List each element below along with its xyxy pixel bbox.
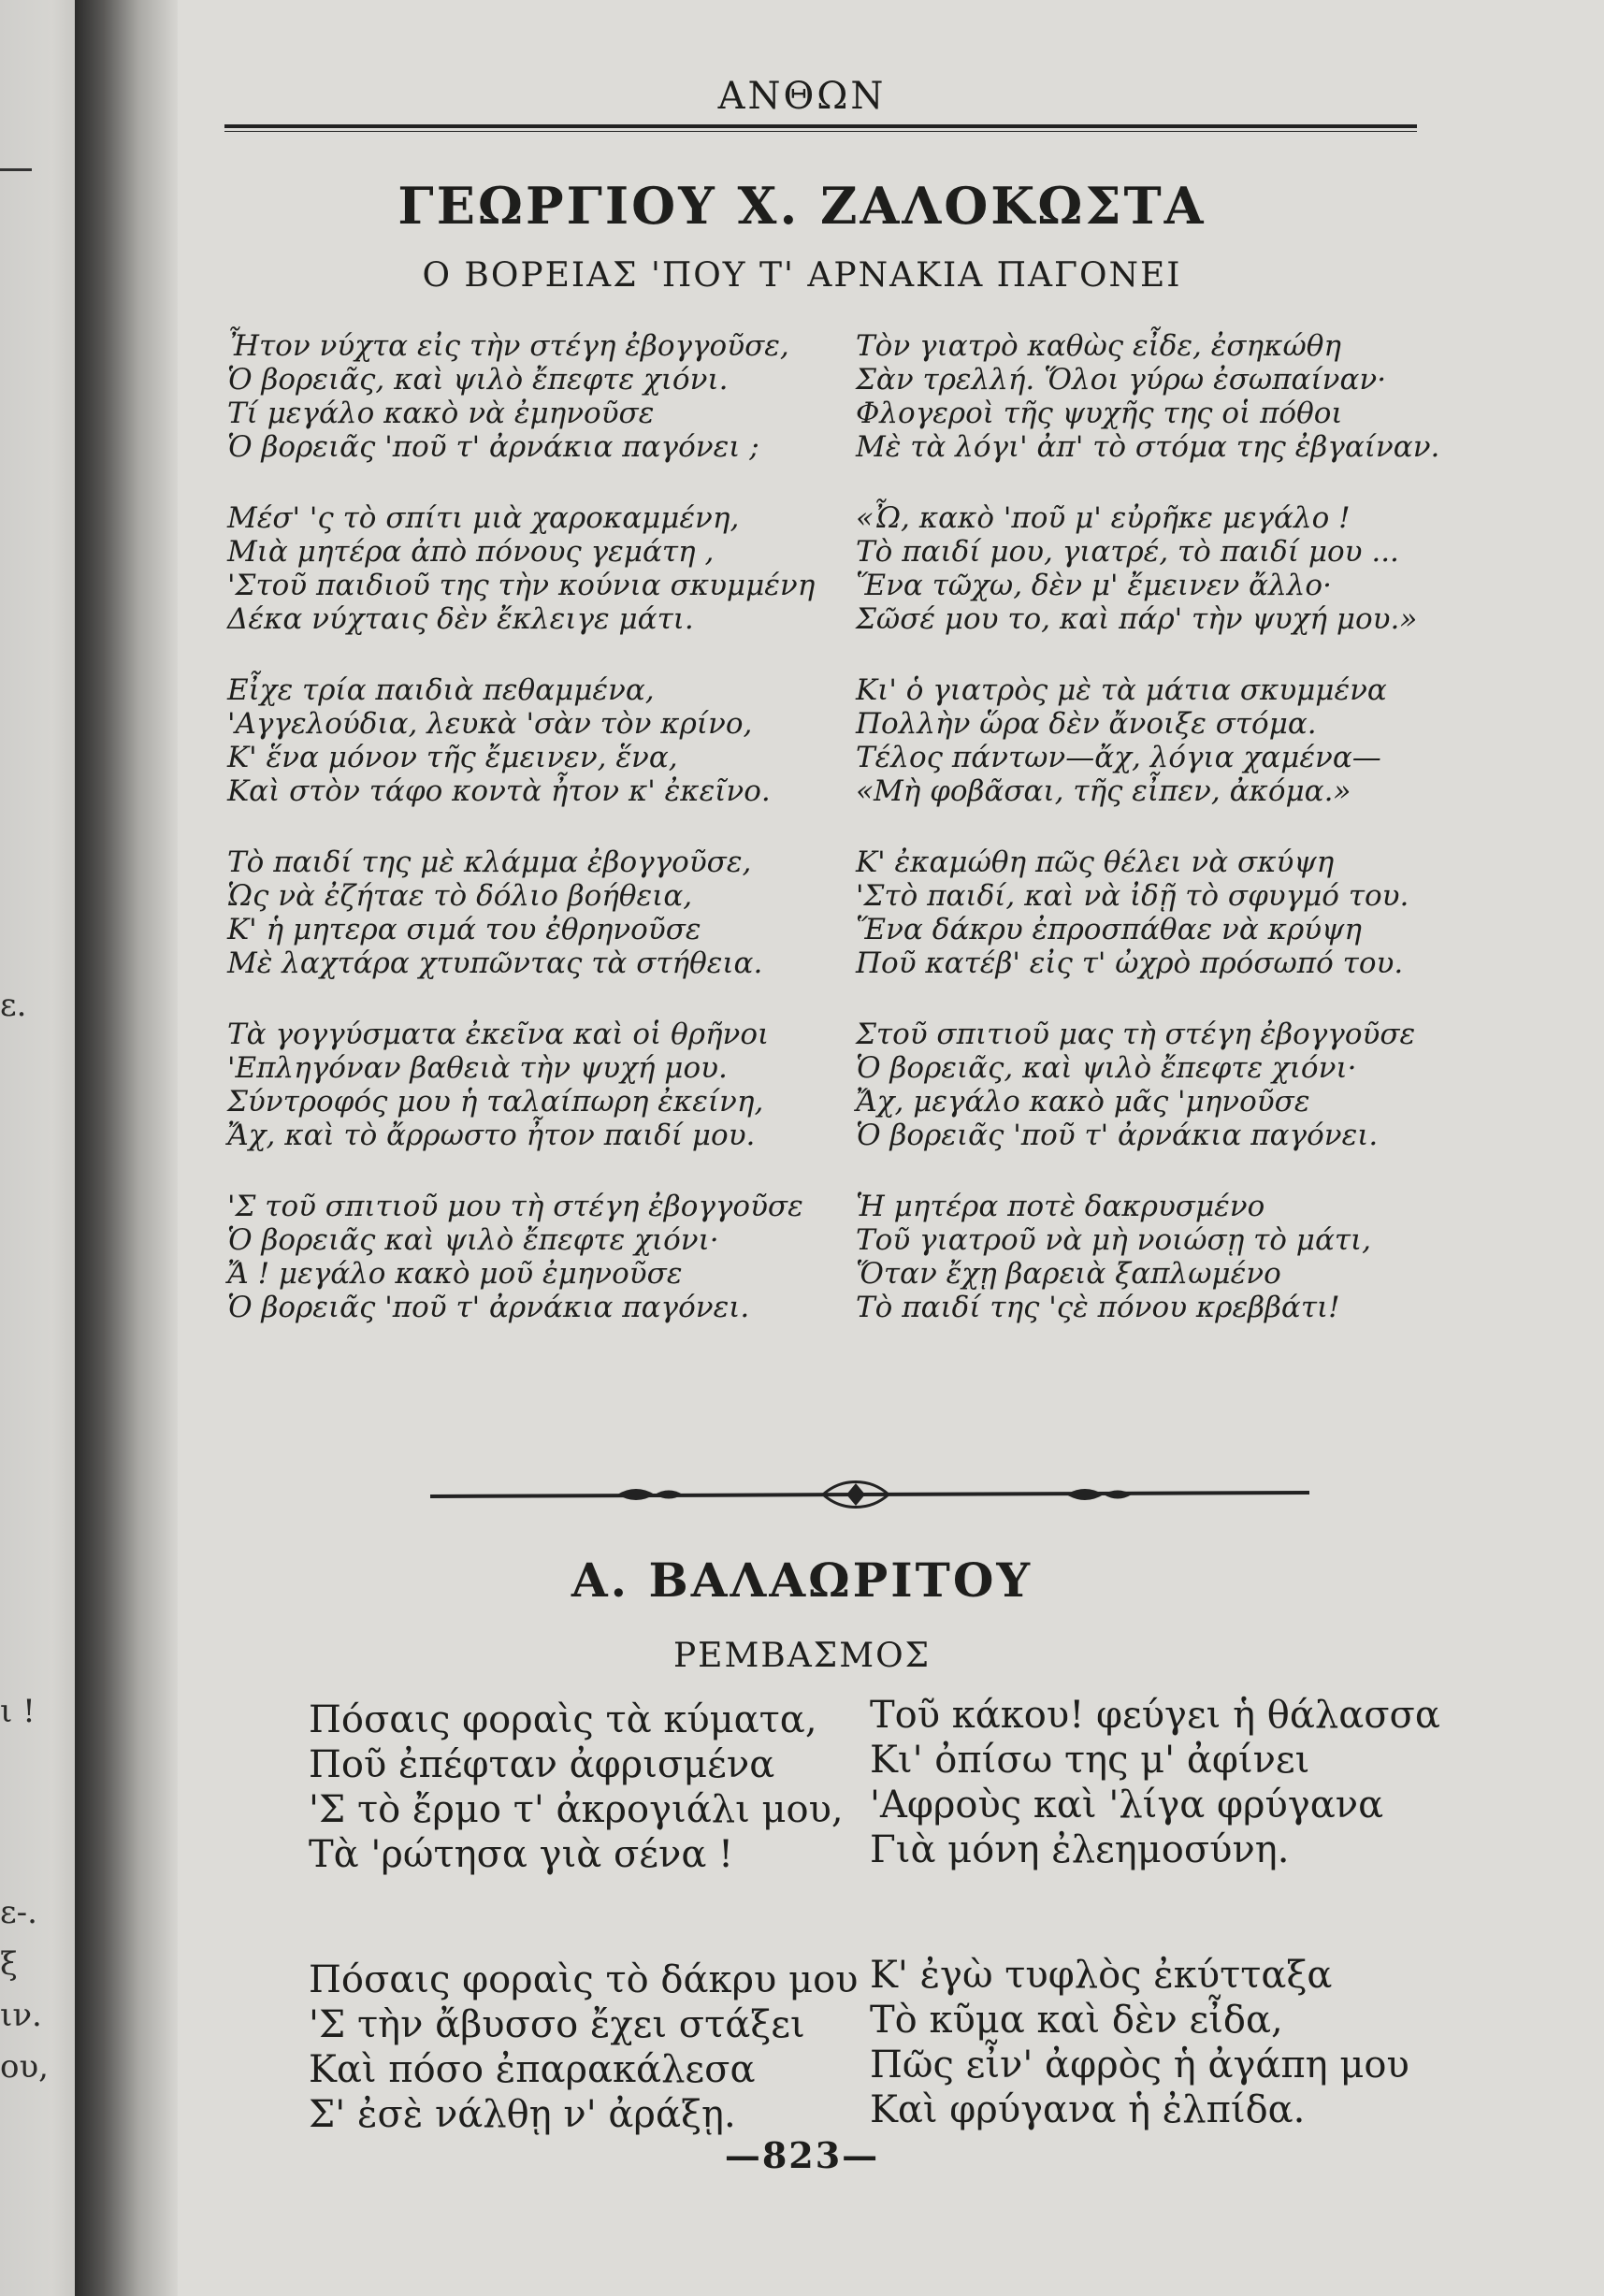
verse-line: Ὁ βορειᾶς 'ποῦ τ' ἀρνάκια παγόνει.: [856, 1119, 1379, 1152]
stanza: [856, 845, 1439, 1018]
verse-line: Ὁ βορειᾶς 'ποῦ τ' ἀρνάκια παγόνει ;: [227, 430, 759, 464]
stanza: [309, 1697, 858, 1957]
verse-line: Ἄχ, καὶ τὸ ἄρρωστο ἦτον παιδί μου.: [227, 1119, 756, 1152]
verse-line: Τὸ παιδί της μὲ κλάμμα ἐβογγοῦσε,: [227, 845, 752, 879]
verse-line: Ἄχ, μεγάλο κακὸ μᾶς 'μηνοῦσε: [856, 1085, 1310, 1119]
stanza: [870, 1693, 1440, 1953]
section-author: ΓΕΩΡΓΙΟΥ Χ. ΖΑΛΟΚΩΣΤΑ: [397, 176, 1207, 236]
verse-line: 'Στοῦ παιδιοῦ της τὴν κούνια σκυμμένη: [227, 569, 816, 602]
page-number: —823—: [724, 2134, 880, 2176]
section-author: Α. ΒΑΛΑΩΡΙΤΟΥ: [571, 1552, 1033, 1608]
stanza: [227, 329, 815, 501]
verse-line: Κ' ἡ μητερα σιμά του ἐθρηνοῦσε: [227, 913, 701, 946]
verse-line: 'Αγγελούδια, λευκὰ 'σὰν τὸν κρίνο,: [227, 707, 753, 741]
verse-line: Τὰ 'ρώτησα γιὰ σένα !: [309, 1833, 734, 1876]
verse-line: Πολλὴν ὥρα δὲν ἄνοιξε στόμα.: [856, 707, 1317, 741]
verse-line: Τὸ παιδί μου, γιατρέ, τὸ παιδί μου ...: [856, 535, 1399, 569]
previous-page-fragment: ε.: [0, 987, 27, 1024]
stanza: [227, 673, 815, 845]
verse-line: Ὅταν ἔχῃ βαρειὰ ξαπλωμένο: [856, 1257, 1281, 1291]
verse-line: Κ' ἐκαμώθη πῶς θέλει νὰ σκύψη: [856, 845, 1335, 879]
stanza: [309, 1957, 858, 2217]
previous-page-fragment: ιν.: [0, 1997, 42, 2034]
poem-title: Ο ΒΟΡΕΙΑΣ 'ΠΟΥ Τ' ΑΡΝΑΚΙΑ ΠΑΓΟΝΕΙ: [422, 256, 1182, 295]
ornamental-divider: [430, 1476, 1309, 1513]
verse-line: Ἦτον νύχτα εἰς τὴν στέγη ἐβογγοῦσε,: [227, 329, 789, 363]
verse-line: Τέλος πάντων—ἄχ, λόγια χαμένα—: [856, 741, 1381, 774]
verse-line: Ὁ βορειᾶς, καὶ ψιλὸ ἔπεφτε χιόνι.: [227, 363, 729, 397]
verse-line: Ἡ μητέρα ποτὲ δακρυσμένο: [856, 1190, 1265, 1223]
verse-line: Τί μεγάλο κακὸ νὰ ἐμηνοῦσε: [227, 397, 655, 430]
verse-line: Ὁ βορειᾶς καὶ ψιλὸ ἔπεφτε χιόνι·: [227, 1223, 719, 1257]
verse-line: Εἶχε τρία παιδιὰ πεθαμμένα,: [227, 673, 655, 707]
verse-line: Στοῦ σπιτιοῦ μας τὴ στέγη ἐβογγοῦσε: [856, 1018, 1416, 1051]
verse-line: Ποῦ κατέβ' εἰς τ' ὠχρὸ πρόσωπό του.: [856, 946, 1404, 980]
verse-line: 'Σ τοῦ σπιτιοῦ μου τὴ στέγη ἐβογγοῦσε: [227, 1190, 803, 1223]
stanza: [227, 1018, 815, 1190]
verse-line: 'Επληγόναν βαθειὰ τὴν ψυχή μου.: [227, 1051, 728, 1085]
poem-title: ΡΕΜΒΑΣΜΟΣ: [672, 1637, 932, 1675]
verse-line: Τοῦ κάκου! φεύγει ἡ θάλασσα: [870, 1694, 1440, 1737]
verse-line: 'Σ τὴν ἄβυσσο ἔχει στάξει: [309, 2003, 805, 2046]
verse-line: Σύντροφός μου ἡ ταλαίπωρη ἐκείνη,: [227, 1085, 764, 1119]
stanza: [856, 501, 1439, 673]
poem-left-column: [227, 329, 815, 1362]
verse-line: Μὲ λαχτάρα χτυπῶντας τὰ στήθεια.: [227, 946, 763, 980]
verse-line: Καὶ φρύγανα ἡ ἐλπίδα.: [870, 2088, 1306, 2131]
poem-right-column: [856, 329, 1439, 1362]
verse-line: Ἕνα δάκρυ ἐπροσπάθαε νὰ κρύψη: [856, 913, 1362, 946]
verse-line: 'Σ τὸ ἔρμο τ' ἀκρογιάλι μου,: [309, 1788, 844, 1831]
verse-line: Πόσαις φοραὶς τὰ κύματα,: [309, 1698, 817, 1741]
verse-line: Φλογεροὶ τῆς ψυχῆς της οἱ πόθοι: [856, 397, 1343, 430]
book-binding-shadow: [75, 0, 178, 2296]
verse-line: Σ' ἐσὲ νάλθῃ ν' ἀράξῃ.: [309, 2093, 736, 2136]
previous-page-fragment: ξ: [0, 1945, 18, 1983]
verse-line: Κι' ὁ γιατρὸς μὲ τὰ μάτια σκυμμένα: [856, 673, 1387, 707]
stanza: [227, 845, 815, 1018]
previous-page-rule: [0, 168, 32, 171]
stanza: [856, 673, 1439, 845]
verse-line: Τὸ παιδί της 'ςὲ πόνου κρεββάτι!: [856, 1291, 1340, 1324]
verse-line: Τὸν γιατρὸ καθὼς εἶδε, ἐσηκώθη: [856, 329, 1341, 363]
verse-line: Μιὰ μητέρα ἀπὸ πόνους γεμάτη ,: [227, 535, 715, 569]
verse-line: «Μὴ φοβᾶσαι, τῆς εἶπεν, ἀκόμα.»: [856, 774, 1351, 808]
running-head: ΑΝΘΩΝ: [717, 75, 887, 118]
verse-line: Τὰ γογγύσματα ἐκεῖνα καὶ οἱ θρῆνοι: [227, 1018, 770, 1051]
verse-line: Μέσ' 'ς τὸ σπίτι μιὰ χαροκαμμένη,: [227, 501, 740, 535]
stanza: [856, 329, 1439, 501]
header-rule: [224, 124, 1417, 132]
stanza: [856, 1190, 1439, 1362]
verse-line: Τὸ κῦμα καὶ δὲν εἶδα,: [870, 1999, 1283, 2042]
verse-line: Ὡς νὰ ἐζήταε τὸ δόλιο βοήθεια,: [227, 879, 693, 913]
previous-page-fragment: ου,: [0, 2048, 49, 2086]
verse-line: Καὶ πόσο ἐπαρακάλεσα: [309, 2048, 756, 2091]
verse-line: Μὲ τὰ λόγι' ἀπ' τὸ στόμα της ἐβγαίναν.: [856, 430, 1440, 464]
verse-line: «Ὦ, κακὸ 'ποῦ μ' εὐρῆκε μεγάλο !: [856, 501, 1351, 535]
verse-line: Τοῦ γιατροῦ νὰ μὴ νοιώσῃ τὸ μάτι,: [856, 1223, 1372, 1257]
verse-line: Ὁ βορειᾶς, καὶ ψιλὸ ἔπεφτε χιόνι·: [856, 1051, 1357, 1085]
verse-line: 'Στὸ παιδί, καὶ νὰ ἰδῇ τὸ σφυγμό του.: [856, 879, 1409, 913]
verse-line: Ἄ ! μεγάλο κακὸ μοῦ ἐμηνοῦσε: [227, 1257, 683, 1291]
verse-line: Σὰν τρελλή. Ὅλοι γύρω ἐσωπαίναν·: [856, 363, 1387, 397]
previous-page-fragment: ε-.: [0, 1894, 37, 1931]
verse-line: Ὁ βορειᾶς 'ποῦ τ' ἀρνάκια παγόνει.: [227, 1291, 750, 1324]
verse-line: Πῶς εἶν' ἀφρὸς ἡ ἀγάπη μου: [870, 2043, 1409, 2087]
stanza: [856, 1018, 1439, 1190]
verse-line: 'Αφροὺς καὶ 'λίγα φρύγανα: [870, 1783, 1384, 1827]
verse-line: Καὶ στὸν τάφο κοντὰ ἦτον κ' ἐκεῖνο.: [227, 774, 771, 808]
verse-line: Σῶσέ μου το, καὶ πάρ' τὴν ψυχή μου.»: [856, 602, 1418, 636]
verse-line: Κ' ἐγὼ τυφλὸς ἐκύτταξα: [870, 1954, 1333, 1997]
previous-page-fragment: ι !: [0, 1693, 36, 1730]
verse-line: Πόσαις φοραὶς τὸ δάκρυ μου: [309, 1958, 859, 2001]
stanza: [227, 1190, 815, 1362]
verse-line: Γιὰ μόνη ἐλεημοσύνη.: [870, 1828, 1290, 1871]
verse-line: Κι' ὀπίσω της μ' ἀφίνει: [870, 1739, 1310, 1782]
verse-line: Δέκα νύχταις δὲν ἔκλειγε μάτι.: [227, 602, 694, 636]
previous-page-edge: [0, 0, 75, 2296]
stanza: [227, 501, 815, 673]
verse-line: Ποῦ ἐπέφταν ἀφρισμένα: [309, 1743, 775, 1786]
verse-line: Ἕνα τῶχω, δὲν μ' ἔμεινεν ἄλλο·: [856, 569, 1332, 602]
verse-line: Κ' ἕνα μόνον τῆς ἔμεινεν, ἕνα,: [227, 741, 678, 774]
